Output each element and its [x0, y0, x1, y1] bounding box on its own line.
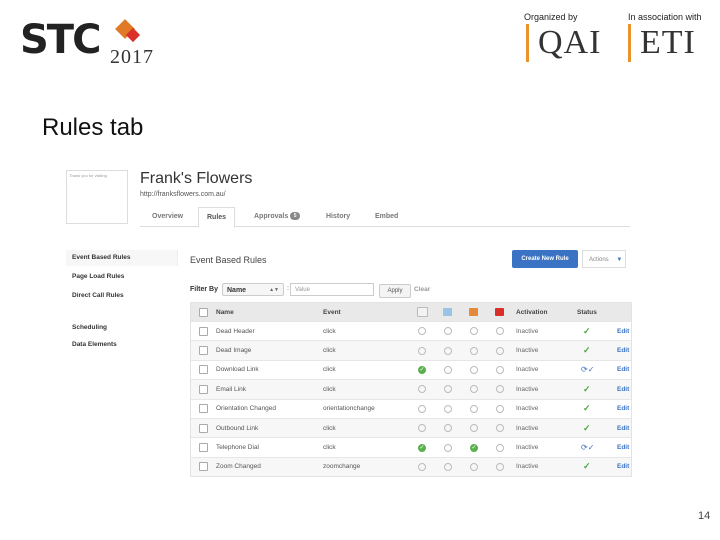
- disabled-circle-icon[interactable]: [496, 327, 504, 335]
- page-number: 14: [698, 510, 711, 522]
- tab-history[interactable]: History: [326, 213, 351, 220]
- create-new-rule-button[interactable]: Create New Rule: [512, 250, 578, 268]
- organized-by-label: Organized by: [524, 12, 578, 22]
- edit-link[interactable]: Edit: [617, 463, 630, 471]
- section-title: Event Based Rules: [190, 255, 267, 265]
- filter-colon: :: [287, 285, 289, 292]
- association-label: In association with: [628, 12, 702, 22]
- disabled-circle-icon[interactable]: [470, 347, 478, 355]
- table-row[interactable]: [191, 437, 631, 456]
- disabled-circle-icon[interactable]: [418, 405, 426, 413]
- status-check-icon: ✓: [583, 325, 591, 336]
- status-mixed-icon: ⟳✓: [581, 443, 595, 453]
- eti-bar: [628, 24, 631, 62]
- row-checkbox[interactable]: [199, 443, 208, 452]
- rule-activation: Inactive: [516, 327, 539, 335]
- edit-link[interactable]: Edit: [617, 444, 630, 452]
- status-check-icon: ✓: [583, 383, 591, 394]
- disabled-circle-icon[interactable]: [418, 347, 426, 355]
- tab-approvals-label: Approvals: [254, 213, 289, 220]
- disabled-circle-icon[interactable]: [496, 385, 504, 393]
- approvals-count-badge: 5: [290, 212, 300, 220]
- edit-link[interactable]: Edit: [617, 327, 630, 335]
- rule-name[interactable]: Dead Header: [216, 327, 255, 335]
- tab-bar: [140, 207, 630, 227]
- row-checkbox[interactable]: [199, 346, 208, 355]
- column-name[interactable]: Name: [216, 308, 234, 316]
- column-status[interactable]: Status: [577, 308, 597, 316]
- enabled-check-icon[interactable]: ✓: [419, 366, 425, 373]
- status-check-icon: ✓: [583, 403, 591, 414]
- disabled-circle-icon[interactable]: [496, 366, 504, 374]
- rules-table: [190, 302, 632, 477]
- select-arrows-icon: ▲▼: [269, 287, 279, 293]
- tools-icon: [469, 308, 478, 316]
- edit-link[interactable]: Edit: [617, 424, 630, 432]
- row-checkbox[interactable]: [199, 365, 208, 374]
- row-checkbox[interactable]: [199, 327, 208, 336]
- tab-embed[interactable]: Embed: [375, 213, 399, 220]
- chevron-down-icon: ▼: [616, 257, 623, 263]
- tab-approvals[interactable]: [254, 207, 300, 226]
- disabled-circle-icon[interactable]: [470, 405, 478, 413]
- rule-name[interactable]: Outbound Link: [216, 424, 259, 432]
- rule-event: click: [323, 347, 336, 355]
- table-header-row: [191, 303, 631, 321]
- enabled-check-icon[interactable]: ✓: [471, 444, 477, 451]
- filter-by-label: Filter By: [190, 286, 219, 293]
- disabled-circle-icon[interactable]: [470, 385, 478, 393]
- rule-name[interactable]: Dead Image: [216, 347, 252, 355]
- sidebar-item-data-elements[interactable]: Data Elements: [72, 341, 117, 348]
- disabled-circle-icon[interactable]: [496, 347, 504, 355]
- table-row[interactable]: [191, 321, 631, 340]
- rule-event: click: [323, 444, 336, 452]
- row-checkbox[interactable]: [199, 424, 208, 433]
- status-mixed-icon: ⟳✓: [581, 365, 595, 375]
- rule-activation: Inactive: [516, 347, 539, 355]
- table-row[interactable]: [191, 399, 631, 418]
- disabled-circle-icon[interactable]: [496, 463, 504, 471]
- site-url[interactable]: http://franksflowers.com.au/: [140, 191, 226, 198]
- row-checkbox[interactable]: [199, 385, 208, 394]
- disabled-circle-icon[interactable]: [444, 385, 452, 393]
- rule-name[interactable]: Telephone Dial: [216, 444, 260, 452]
- rule-event: click: [323, 327, 336, 335]
- disabled-circle-icon[interactable]: [418, 463, 426, 471]
- rule-event: click: [323, 385, 336, 393]
- column-activation[interactable]: Activation: [516, 308, 548, 316]
- select-all-checkbox[interactable]: [199, 308, 208, 317]
- table-row[interactable]: [191, 457, 631, 476]
- rule-activation: Inactive: [516, 463, 539, 471]
- apply-button[interactable]: Apply: [379, 284, 411, 298]
- rule-activation: Inactive: [516, 366, 539, 374]
- edit-link[interactable]: Edit: [617, 347, 630, 355]
- sidebar-item-direct-call-rules[interactable]: Direct Call Rules: [72, 292, 124, 299]
- disabled-circle-icon[interactable]: [444, 424, 452, 432]
- disabled-circle-icon[interactable]: [496, 444, 504, 452]
- edit-link[interactable]: Edit: [617, 385, 630, 393]
- enabled-check-icon[interactable]: ✓: [419, 444, 425, 451]
- edit-link[interactable]: Edit: [617, 366, 630, 374]
- disabled-circle-icon[interactable]: [444, 366, 452, 374]
- table-row[interactable]: [191, 379, 631, 398]
- adobe-icon: [495, 308, 504, 316]
- tab-rules[interactable]: Rules: [198, 207, 235, 228]
- rule-event: zoomchange: [323, 463, 361, 471]
- filter-field-value: Name: [227, 287, 247, 294]
- disabled-circle-icon[interactable]: [444, 347, 452, 355]
- rule-activation: Inactive: [516, 405, 539, 413]
- analytics-icon: [417, 307, 428, 317]
- disabled-circle-icon[interactable]: [444, 405, 452, 413]
- disabled-circle-icon[interactable]: [470, 463, 478, 471]
- eti-logo: ETI: [640, 24, 696, 61]
- table-row[interactable]: [191, 340, 631, 359]
- rule-activation: Inactive: [516, 385, 539, 393]
- edit-link[interactable]: Edit: [617, 405, 630, 413]
- qai-logo: QAI: [538, 24, 602, 61]
- column-event[interactable]: Event: [323, 308, 341, 316]
- disabled-circle-icon[interactable]: [418, 424, 426, 432]
- disabled-circle-icon[interactable]: [444, 444, 452, 452]
- rule-activation: Inactive: [516, 424, 539, 432]
- mail-icon: [443, 308, 452, 316]
- site-thumbnail: Thank you for visiting: [66, 170, 128, 224]
- clear-link[interactable]: Clear: [414, 286, 431, 293]
- status-check-icon: ✓: [583, 461, 591, 472]
- disabled-circle-icon[interactable]: [444, 463, 452, 471]
- rule-name[interactable]: Zoom Changed: [216, 463, 261, 471]
- rule-name[interactable]: Download Link: [216, 366, 259, 374]
- actions-dropdown[interactable]: [582, 250, 626, 268]
- rule-event: click: [323, 366, 336, 374]
- disabled-circle-icon[interactable]: [470, 327, 478, 335]
- disabled-circle-icon[interactable]: [496, 424, 504, 432]
- table-row[interactable]: [191, 360, 631, 379]
- disabled-circle-icon[interactable]: [418, 385, 426, 393]
- sidebar-item-scheduling[interactable]: Scheduling: [72, 324, 108, 331]
- sidebar-item-event-based-rules[interactable]: Event Based Rules: [66, 250, 178, 266]
- rule-name[interactable]: Orientation Changed: [216, 405, 276, 413]
- rule-event: click: [323, 424, 336, 432]
- table-row[interactable]: [191, 418, 631, 437]
- tab-overview[interactable]: Overview: [152, 213, 184, 220]
- disabled-circle-icon[interactable]: [444, 327, 452, 335]
- status-check-icon: ✓: [583, 345, 591, 356]
- disabled-circle-icon[interactable]: [470, 366, 478, 374]
- rule-event: orientationchange: [323, 405, 375, 413]
- filter-field-select[interactable]: [222, 283, 284, 296]
- disabled-circle-icon[interactable]: [496, 405, 504, 413]
- status-check-icon: ✓: [583, 422, 591, 433]
- sidebar-item-page-load-rules[interactable]: Page Load Rules: [72, 273, 125, 280]
- row-checkbox[interactable]: [199, 404, 208, 413]
- filter-value-input[interactable]: Value: [290, 283, 374, 296]
- disabled-circle-icon[interactable]: [470, 424, 478, 432]
- slide-title: Rules tab: [42, 114, 144, 141]
- logo-year: 2017: [110, 46, 154, 68]
- qai-bar: [526, 24, 529, 62]
- row-checkbox[interactable]: [199, 462, 208, 471]
- stc-logo: STC: [20, 17, 100, 63]
- disabled-circle-icon[interactable]: [418, 327, 426, 335]
- rule-activation: Inactive: [516, 444, 539, 452]
- site-title: Frank's Flowers: [140, 170, 253, 187]
- actions-label: Actions: [589, 257, 609, 263]
- rule-name[interactable]: Email Link: [216, 385, 246, 393]
